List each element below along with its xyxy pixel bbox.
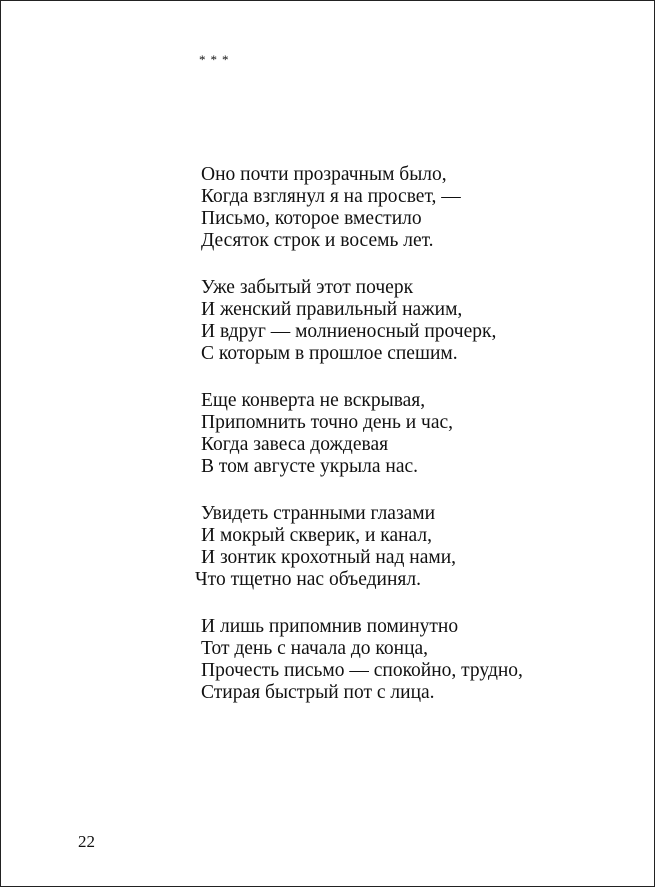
poem-line: Оно почти прозрачным было, <box>201 164 447 185</box>
poem-line: Что тщетно нас объединял. <box>195 569 421 590</box>
poem <box>195 164 631 729</box>
poem-line: С которым в прошлое спешим. <box>201 343 458 364</box>
poem-line: Припомнить точно день и час, <box>201 412 454 433</box>
asterism-ornament: *** <box>199 52 234 67</box>
stanza-3 <box>201 390 631 478</box>
poem-line: И женский правильный нажим, <box>201 299 463 320</box>
stanza-2 <box>201 277 631 365</box>
poem-line: Уже забытый этот почерк <box>201 277 414 298</box>
poem-line: Когда завеса дождевая <box>201 434 389 455</box>
poem-line: Десяток строк и восемь лет. <box>201 230 434 251</box>
poem-line: И зонтик крохотный над нами, <box>201 547 457 568</box>
stanza-4 <box>195 503 631 591</box>
poem-line: Стирая быстрый пот с лица. <box>201 682 435 703</box>
poem-line: И мокрый скверик, и канал, <box>201 525 432 546</box>
stanza-5 <box>201 616 631 704</box>
poem-line: Еще конверта не вскрывая, <box>201 390 426 411</box>
poem-line: И лишь припомнив поминутно <box>201 616 459 637</box>
poem-line: Увидеть странными глазами <box>201 503 436 524</box>
poem-line: Прочесть письмо — спокойно, трудно, <box>201 660 523 681</box>
poem-line: И вдруг — молниеносный прочерк, <box>201 321 497 342</box>
stanza-1 <box>201 164 631 252</box>
page-number: 22 <box>78 832 95 851</box>
poem-line: Письмо, которое вместило <box>201 208 422 229</box>
poem-line: Когда взглянул я на просвет, — <box>201 186 461 207</box>
poem-line: Тот день с начала до конца, <box>201 638 429 659</box>
poem-line: В том августе укрыла нас. <box>201 456 419 477</box>
